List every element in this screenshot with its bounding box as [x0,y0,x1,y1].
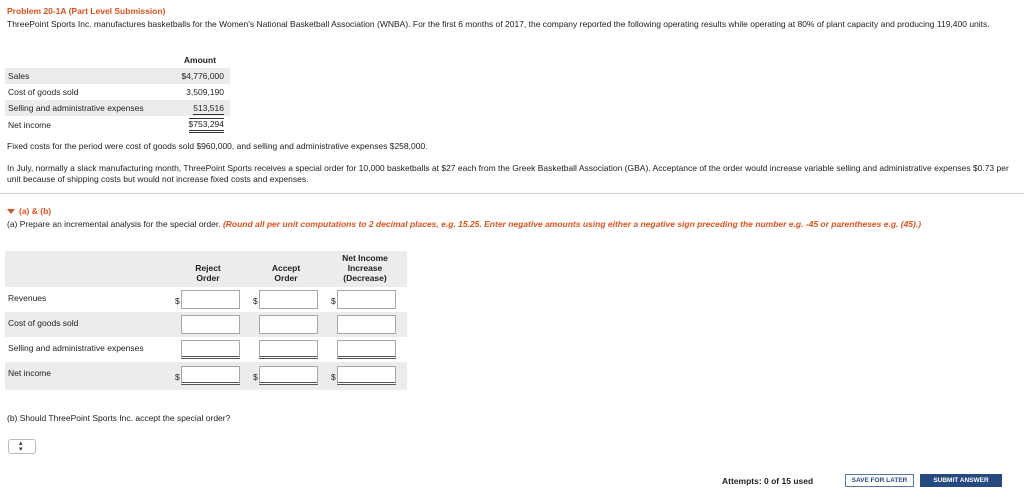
sa-reject-input[interactable] [181,340,240,359]
row-label: Sales [5,68,170,84]
row-value: $4,776,000 [170,68,230,84]
row-label: Cost of goods sold [8,87,79,97]
problem-intro: ThreePoint Sports Inc. manufactures basketballs for the Women's National Basketball Association (WNBA). For the first 6 months of 2017, the company reported the following operating results while operating at 80% of plant capacity and producing 119,400 units. [7,19,990,29]
revenues-reject-input[interactable] [181,290,240,309]
dollar-sign: $ [331,372,336,382]
row-value: 513,516 [193,103,224,113]
section-heading: (a) & (b) [19,206,52,216]
table-header [5,251,407,287]
revenues-net-input[interactable] [337,290,396,309]
amount-header: Amount [170,52,230,68]
column-header-net-income: Net Income Increase (Decrease) [342,253,388,283]
section-divider [0,193,1024,194]
special-order-text: In July, normally a slack manufacturing month, ThreePoint Sports receives a special order for 10,000 basketballs at $27 each from the Greek Basketball Association (GBA). Acceptance of the order would increase variable selling and administrative expenses $0.73 per unit because of shipping costs but would not increase fixed costs and expenses. [7,163,1009,184]
column-header-reject: Reject Order [195,263,221,283]
caret-down-icon[interactable] [7,209,15,214]
net-income-net-input[interactable] [337,366,396,385]
table-row-revenues [5,287,407,312]
dollar-sign: $ [253,296,258,306]
part-b-question: (b) Should ThreePoint Sports Inc. accept the special order? [7,413,231,423]
table-row-net-income [5,362,407,390]
row-label: Selling and administrative expenses [5,100,170,116]
revenues-accept-input[interactable] [259,290,318,309]
save-for-later-button[interactable]: SAVE FOR LATER [845,474,914,487]
row-value: 3,509,190 [186,87,224,97]
part-a-prompt: (a) Prepare an incremental analysis for the special order. (Round all per unit computations to 2 decimal places, e.g. 15.25. Enter negative amounts using either a negative sign preceding the number e.g. -45 or parentheses e.g. (45).) [7,219,922,229]
net-income-accept-input[interactable] [259,366,318,385]
row-label: Net income [8,119,51,130]
accept-order-select[interactable] [8,439,36,454]
cogs-reject-input[interactable] [181,315,240,334]
table-row-cogs [5,312,407,337]
section-toggle[interactable] [7,206,51,216]
dollar-sign: $ [253,372,258,382]
row-label: Selling and administrative expenses [8,343,144,353]
table-row [5,68,230,84]
row-value: $753,294 [189,118,224,133]
table-row [5,100,230,116]
dollar-sign: $ [331,296,336,306]
problem-title: Problem 20-1A (Part Level Submission) [7,6,166,16]
incremental-analysis-table [5,251,407,390]
row-label: Cost of goods sold [8,318,79,328]
amount-table [5,52,230,133]
net-income-reject-input[interactable] [181,366,240,385]
select-arrows-icon: ▴ ▾ [19,440,23,453]
dollar-sign: $ [175,372,180,382]
row-label: Revenues [8,293,47,303]
fixed-costs-text: Fixed costs for the period were cost of goods sold $960,000, and selling and administrative expenses $258,000. [7,141,428,151]
row-label: Net income [8,368,51,378]
part-a-instructions: (Round all per unit computations to 2 decimal places, e.g. 15.25. Enter negative amounts using either a negative sign preceding the number e.g. -45 or parentheses e.g. (45).) [222,219,922,229]
table-row-selling-admin [5,337,407,362]
cogs-accept-input[interactable] [259,315,318,334]
dollar-sign: $ [175,296,180,306]
table-row [5,84,230,100]
submit-answer-button[interactable]: SUBMIT ANSWER [920,474,1002,487]
column-header-accept: Accept Order [271,263,301,283]
cogs-net-input[interactable] [337,315,396,334]
sa-net-input[interactable] [337,340,396,359]
table-row [5,116,230,133]
sa-accept-input[interactable] [259,340,318,359]
attempts-counter: Attempts: 0 of 15 used [722,476,814,486]
